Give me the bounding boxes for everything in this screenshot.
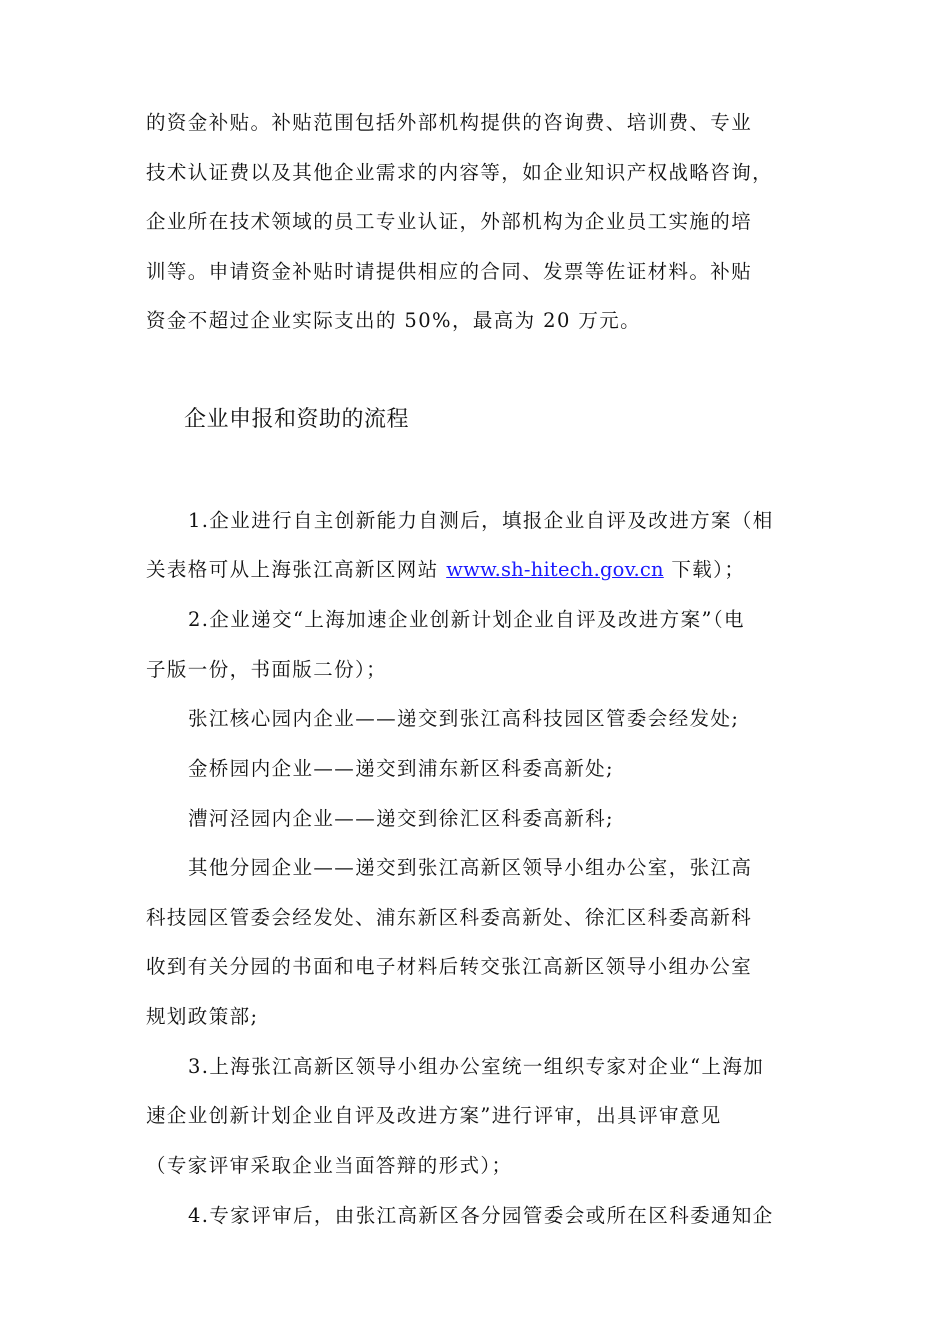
- step-1-line: 1.企业进行自主创新能力自测后，填报企业自评及改进方案（相: [188, 509, 774, 532]
- step-3-line: 速企业创新计划企业自评及改进方案”进行评审，出具评审意见: [146, 1104, 722, 1127]
- paragraph-line: 资金不超过企业实际支出的 50%，最高为 20 万元。: [146, 309, 642, 332]
- sub-item-other: 科技园区管委会经发处、浦东新区科委高新处、徐汇区科委高新科: [146, 906, 753, 929]
- sub-item-zhangjiang: 张江核心园内企业——递交到张江高科技园区管委会经发处;: [188, 707, 740, 730]
- paragraph-line: 训等。申请资金补贴时请提供相应的合同、发票等佐证材料。补贴: [146, 260, 753, 283]
- paragraph-line: 的资金补贴。补贴范围包括外部机构提供的咨询费、培训费、专业: [146, 111, 753, 134]
- sub-item-other: 收到有关分园的书面和电子材料后转交张江高新区领导小组办公室: [146, 955, 753, 978]
- step-3-line: （专家评审采取企业当面答辩的形式）；: [146, 1154, 513, 1177]
- step-1-text: 下载）；: [663, 558, 746, 581]
- section-heading: 企业申报和资助的流程: [184, 407, 410, 432]
- paragraph-line: 技术认证费以及其他企业需求的内容等，如企业知识产权战略咨询，: [146, 161, 774, 184]
- sub-item-jinqiao: 金桥园内企业——递交到浦东新区科委高新处;: [188, 757, 614, 780]
- website-link[interactable]: www.sh-hitech.gov.cn: [446, 558, 664, 581]
- step-2-line: 2.企业递交“上海加速企业创新计划企业自评及改进方案”（电: [188, 608, 745, 631]
- step-1-line: [146, 557, 745, 583]
- step-4-line: 4.专家评审后，由张江高新区各分园管委会或所在区科委通知企: [188, 1204, 774, 1227]
- paragraph-line: 企业所在技术领域的员工专业认证，外部机构为企业员工实施的培: [146, 210, 753, 233]
- sub-item-other: 其他分园企业——递交到张江高新区领导小组办公室，张江高: [188, 856, 753, 879]
- step-3-line: 3.上海张江高新区领导小组办公室统一组织专家对企业“上海加: [188, 1055, 765, 1078]
- sub-item-caohejing: 漕河泾园内企业——递交到徐汇区科委高新科;: [188, 807, 614, 830]
- sub-item-other: 规划政策部;: [146, 1005, 259, 1028]
- step-2-line: 子版一份，书面版二份）；: [146, 658, 388, 681]
- step-1-text: 关表格可从上海张江高新区网站: [146, 558, 447, 581]
